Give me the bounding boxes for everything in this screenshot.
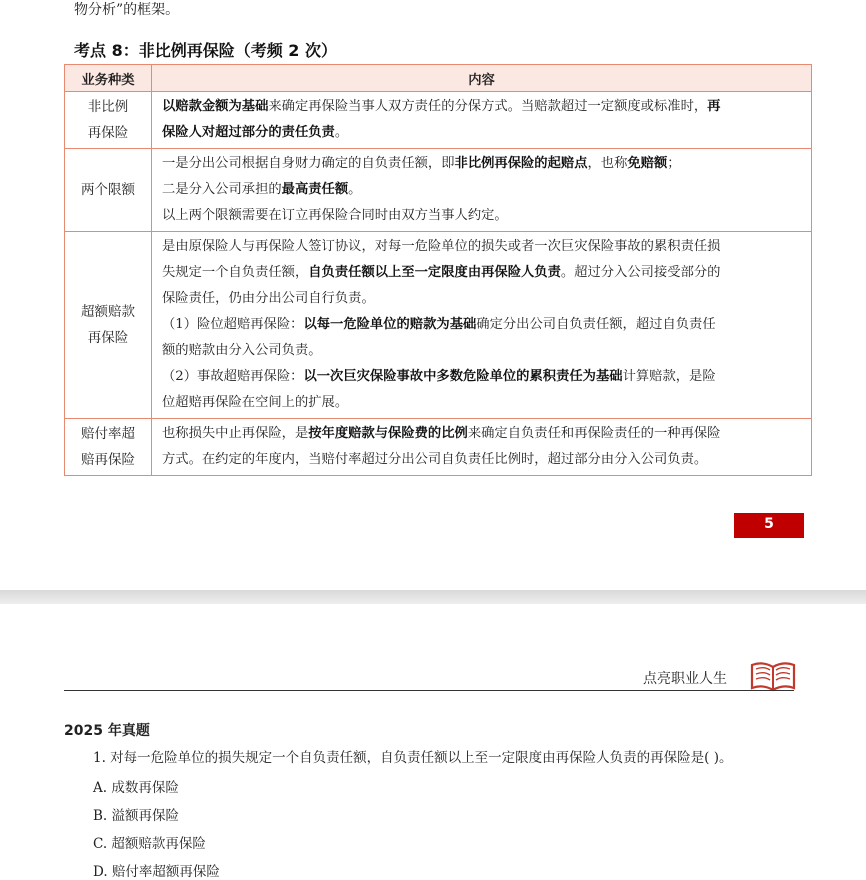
emphasis-text: 自负责任额以上至一定限度由再保险人负责 [308,265,561,280]
row-category [65,232,152,419]
emphasis-text: 再 [707,99,721,114]
table-body [65,92,812,476]
category-line: 超额赔款 [81,304,135,320]
option-a[interactable]: A. 成数再保险 [93,780,179,796]
body-text: 一是分出公司根据自身财力确定的自负责任额，即 [162,156,455,171]
content-line [162,421,803,447]
body-text: 。超过分入公司接受部分的 [560,265,721,280]
row-category [65,92,152,149]
content-line [162,286,803,312]
header-rule [64,690,794,691]
emphasis-text: 免赔额 [627,156,668,171]
row-content [152,92,812,149]
emphasis-text: 保险人对超过部分的责任负责 [162,125,335,140]
body-text: ； [667,156,681,171]
body-text: 二是分入公司承担的 [162,182,282,197]
table-row [65,149,812,232]
body-text: 确定分出公司自负责任额，超过自负责任 [476,317,716,332]
body-text: 以上两个限额需要在订立再保险合同时由双方当事人约定。 [162,208,508,223]
option-d[interactable]: D. 赔付率超额再保险 [93,864,220,880]
emphasis-text: 最高责任额 [281,182,349,197]
table-row [65,419,812,476]
content-line [162,390,803,416]
content-line [162,234,803,260]
body-text: （2）事故超赔再保险： [162,369,304,384]
category-line: 非比例 [87,99,129,115]
content-line [162,312,803,338]
page-separator [0,590,866,604]
option-c[interactable]: C. 超额赔款再保险 [93,836,206,852]
table-row [65,92,812,149]
content-line [162,120,803,146]
body-text: 计算赔款，是险 [622,369,716,384]
content-line [162,364,803,390]
row-content [152,419,812,476]
category-line: 赔付率超 [81,426,135,442]
table-header-row [65,65,812,92]
option-b[interactable]: B. 溢额再保险 [93,808,180,824]
section-title: 考点 8：非比例再保险（考频 2 次） [74,41,337,60]
content-line [162,338,803,364]
category-line: 再保险 [87,125,129,141]
knowledge-table [64,64,812,476]
emphasis-text: 以一次巨灾保险事故中多数危险单位的累积责任为基础 [303,369,623,384]
body-text: 。 [334,125,349,140]
category-line: 两个限额 [81,182,135,198]
table-row [65,232,812,419]
content-line [162,203,803,229]
content-line [162,151,803,177]
row-category [65,419,152,476]
body-text: 额的赔款由分入公司负责。 [162,343,322,358]
page-number-badge: 5 [734,513,804,538]
content-line [162,260,803,286]
content-line [162,177,803,203]
body-text: 位超赔再保险在空间上的扩展。 [162,395,349,410]
emphasis-text: 以赔款金额为基础 [162,99,269,114]
body-text: 也称损失中止再保险，是 [162,426,309,441]
content-line [162,94,803,120]
row-content [152,149,812,232]
body-text: 方式。在约定的年度内，当赔付率超过分出公司自负责任比例时，超过部分由分入公司负责。 [162,452,708,467]
page-two [0,604,866,880]
category-line: 再保险 [87,330,129,346]
content-line [162,447,803,473]
table-header-category: 业务种类 [65,65,152,92]
row-category [65,149,152,232]
category-line: 赔再保险 [81,452,135,468]
body-text: 失规定一个自负责任额， [162,265,309,280]
body-text: （1）险位超赔再保险： [162,317,304,332]
body-text: 。 [348,182,362,197]
body-text: 来确定自负责任和再保险责任的一种再保险 [467,426,721,441]
page-header-slogan: 点亮职业人生 [643,671,727,687]
body-text: 来确定再保险当事人双方责任的分保方式。当赔款超过一定额度或标准时， [268,99,708,114]
table-header-content: 内容 [152,65,812,92]
row-content [152,232,812,419]
intro-text-tail: 物分析”的框架。 [74,2,180,18]
emphasis-text: 以每一危险单位的赔款为基础 [303,317,477,332]
question-stem: 1. 对每一危险单位的损失规定一个自负责任额，自负责任额以上至一定限度由再保险人负责的再保险是( )。 [93,750,733,766]
body-text: 保险责任，仍由分出公司自行负责。 [162,291,375,306]
emphasis-text: 按年度赔款与保险费的比例 [308,426,468,441]
body-text: 是由原保险人与再保险人签订协议，对每一危险单位的损失或者一次巨灾保险事故的累积责任损 [162,239,721,254]
emphasis-text: 非比例再保险的起赔点 [454,156,588,171]
open-book-icon [749,659,797,693]
body-text: ，也称 [587,156,628,171]
exam-section-title: 2025 年真题 [64,723,150,739]
